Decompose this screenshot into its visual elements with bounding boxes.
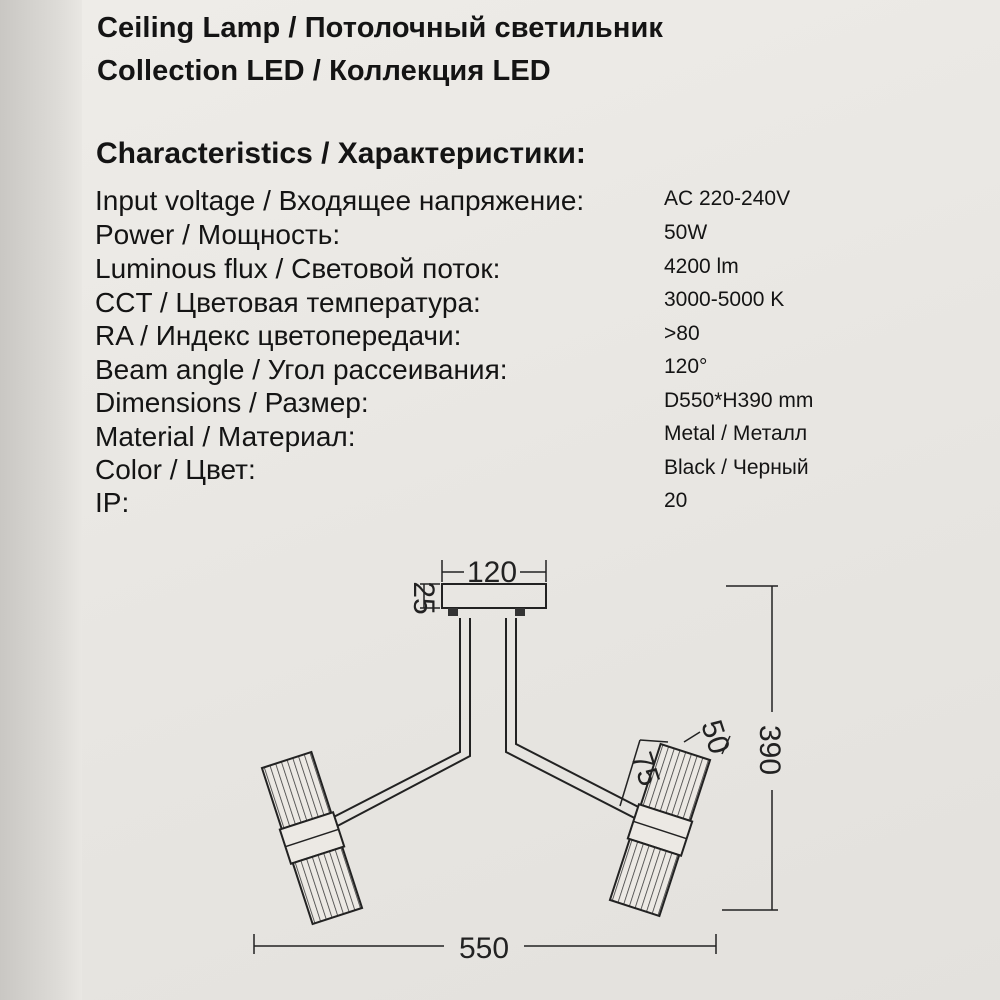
- spec-label-input-voltage: Input voltage / Входящее напряжение:: [95, 185, 585, 216]
- spec-value-power: 50W: [664, 221, 708, 244]
- canopy-height-dimension: [407, 581, 440, 614]
- spec-value-luminous-flux: 4200 lm: [664, 255, 739, 278]
- spec-label-ip: IP:: [95, 487, 130, 518]
- spec-label-cct: CCT / Цветовая температура:: [95, 287, 481, 318]
- head-length-label: 75: [624, 748, 666, 791]
- spec-value-color: Black / Черный: [664, 456, 809, 479]
- right-arm: [506, 618, 656, 826]
- canopy-height-label: 25: [407, 581, 440, 615]
- total-width-label: 550: [458, 932, 510, 965]
- spec-value-material: Metal / Металл: [664, 422, 808, 445]
- spec-label-beam-angle: Beam angle / Угол рассеивания:: [95, 354, 508, 385]
- spec-label-material: Material / Материал:: [95, 421, 356, 452]
- spec-label-ra: RA / Индекс цветопередачи:: [95, 320, 462, 351]
- left-arm: [320, 618, 470, 832]
- spec-value-dimensions: D550*H390 mm: [664, 389, 814, 412]
- total-width-dimension: [254, 932, 716, 965]
- spec-value-ra: >80: [664, 322, 700, 345]
- spec-value-beam-angle: 120°: [664, 355, 708, 378]
- collection-title: Collection LED / Коллекция LED: [97, 55, 551, 87]
- spec-value-cct: 3000-5000 K: [664, 288, 785, 311]
- characteristics-heading: Characteristics / Характеристики:: [96, 137, 586, 170]
- spec-value-input-voltage: AC 220-240V: [664, 187, 791, 210]
- spec-value-ip: 20: [664, 489, 688, 512]
- spec-label-dimensions: Dimensions / Размер:: [95, 387, 369, 418]
- head-diameter-label: 50: [694, 716, 736, 759]
- total-height-label: 390: [753, 724, 786, 776]
- spec-label-luminous-flux: Luminous flux / Световой поток:: [95, 253, 501, 284]
- canopy-width-label: 120: [466, 556, 518, 589]
- spec-label-color: Color / Цвет:: [95, 454, 256, 485]
- left-lamp-head: [260, 751, 364, 924]
- product-title: Ceiling Lamp / Потолочный светильник: [97, 12, 663, 44]
- spec-label-power: Power / Мощность:: [95, 219, 341, 250]
